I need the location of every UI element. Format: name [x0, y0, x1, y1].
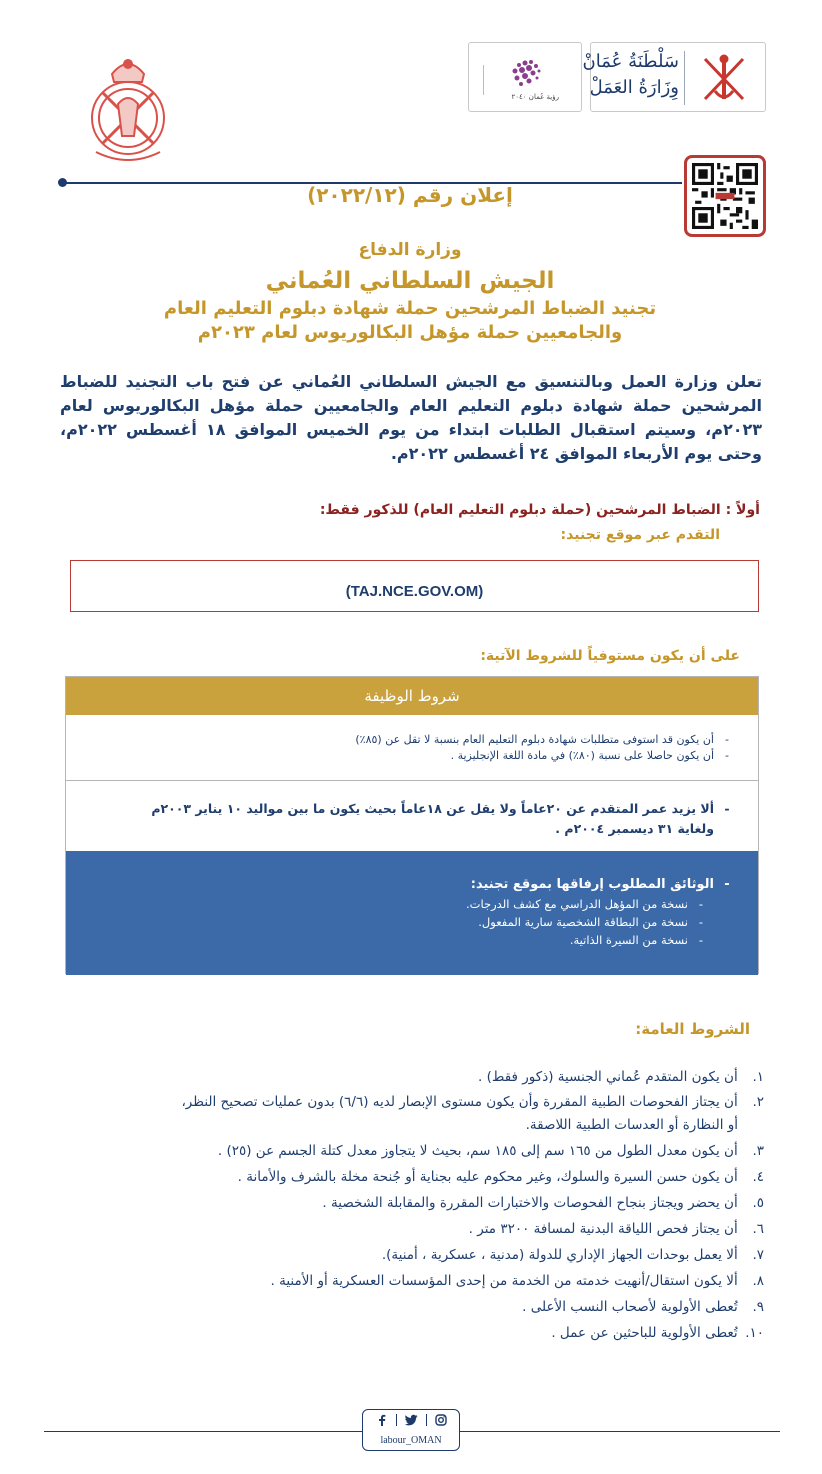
list-item: ٥. أن يحضر ويجتاز بنجاح الفحوصات والاختبارات المقررة والمقابلة الشخصية . [322, 1195, 764, 1211]
intro-paragraph: تعلن وزارة العمل وبالتنسيق مع الجيش السلطاني العُماني عن فتح باب التجنيد للضباط المرشحين حملة شهادة دبلوم التعليم العام والجامعيين حملة مؤهل البكالوريوس لعام ٢٠٢٣م، وسيتم استقبال الطلبات ابتداء من يوم الخميس الموافق ١٨ أغسطس ٢٠٢٢م، وحتى يوم الأربعاء الموافق ٢٤ أغسطس ٢٠٢٢م. [60, 372, 763, 463]
facebook-icon[interactable] [376, 1414, 388, 1426]
conditions-intro: على أن يكون مستوفياً للشروط الآتية: [480, 648, 740, 664]
document-item: -نسخة من السيرة الذاتية. [569, 933, 704, 947]
list-item: ١. أن يكون المتقدم عُماني الجنسية (ذكور فقط) . [478, 1069, 764, 1085]
list-item: ٤. أن يكون حسن السيرة والسلوك، وغير محكوم عليه بجناية أو جُنحة مخلة بالشرف والأمانة . [237, 1169, 764, 1185]
section-first-title: أولاً : الضباط المرشحين (حملة دبلوم التعليم العام) للذكور فقط: [319, 502, 760, 518]
army-name: الجيش السلطاني العُماني [265, 268, 555, 294]
table-row [66, 781, 758, 851]
social-footer [362, 1409, 460, 1451]
footer-line-left [44, 1431, 362, 1432]
oman-emblem-icon [697, 51, 751, 107]
apply-url-link[interactable]: (TAJ.NCE.GOV.OM) [345, 583, 484, 600]
footer-line-right [460, 1431, 780, 1432]
url-box [70, 560, 759, 612]
twitter-icon[interactable] [405, 1414, 418, 1426]
list-item: ٩. تُعطى الأولوية لأصحاب النسب الأعلى . [522, 1299, 764, 1315]
condition-gpa: -أن يكون قد استوفى متطلبات شهادة دبلوم التعليم العام بنسبة لا تقل عن (٨٥٪) [355, 733, 729, 746]
instagram-icon[interactable] [435, 1414, 447, 1426]
list-item-continuation: أو النظارة أو العدسات الطبية اللاصقة. [525, 1117, 738, 1133]
header-divider-dot [58, 178, 67, 187]
ministry-of-defence: وزارة الدفاع [358, 240, 462, 260]
oman-vision-logo-box [468, 42, 582, 112]
list-item: ٦. أن يجتاز فحص اللياقة البدنية لمسافة ٣٢٠٠ متر . [468, 1221, 764, 1237]
logo-divider [684, 51, 685, 105]
svg-text:رؤية عُمان ٢٠٤٠: رؤية عُمان ٢٠٤٠ [511, 93, 559, 101]
subtitle-line2: والجامعيين حملة مؤهل البكالوريوس لعام ٢٠٢٣م [197, 322, 623, 343]
ministry-name-line1: سَلْطَنَةُ عُمَانْ [582, 51, 679, 72]
apply-label: التقدم عبر موقع تجنيد: [560, 527, 720, 543]
job-conditions-table [65, 676, 759, 974]
list-item: ٨. ألا يكون استقال/أنهيت خدمته من الخدمة من إحدى المؤسسات العسكرية أو الأمنية . [270, 1273, 764, 1289]
qr-code[interactable] [684, 155, 766, 237]
army-emblem [72, 52, 184, 170]
subtitle-line1: تجنيد الضباط المرشحين حملة شهادة دبلوم التعليم العام [163, 298, 657, 319]
ministry-name-line2: وِزَارَةُ العَمَلْ [589, 77, 679, 98]
table-row [66, 715, 758, 781]
oman-vision-logo [479, 51, 571, 105]
table-row-documents [66, 851, 758, 975]
qr-code-icon [692, 163, 758, 229]
list-item: ١٠. تُعطى الأولوية للباحثين عن عمل . [551, 1325, 764, 1341]
table-header: شروط الوظيفة [66, 677, 758, 715]
condition-age-cont: ولغاية ٣١ ديسمبر ٢٠٠٤م . [555, 821, 714, 836]
ministry-of-labour-logo [582, 42, 766, 112]
list-item: ٣. أن يكون معدل الطول من ١٦٥ سم إلى ١٨٥ سم، بحيث لا يتجاوز معدل كتلة الجسم عن (٢٥) . [217, 1143, 764, 1159]
general-conditions-title: الشروط العامة: [635, 1020, 750, 1038]
list-item: ٢. أن يجتاز الفحوصات الطبية المقررة وأن يكون مستوى الإبصار لديه (٦/٦) بدون عمليات تصحيح النظر، [181, 1094, 764, 1110]
condition-age: -ألا يزيد عمر المتقدم عن ٢٠عاماً ولا يقل عن ١٨عاماً بحيث يكون ما بين مواليد ١٠ يناير ٢٠٠٣م [151, 801, 730, 816]
documents-title: -الوثائق المطلوب إرفاقها بموقع تجنيد: [470, 877, 730, 892]
document-item: -نسخة من المؤهل الدراسي مع كشف الدرجات. [466, 897, 704, 911]
condition-english: -أن يكون حاصلا على نسبة (٨٠٪) في مادة اللغة الإنجليزية . [450, 749, 729, 762]
list-item: ٧. ألا يعمل بوحدات الجهاز الإداري للدولة (مدنية ، عسكرية ، أمنية). [381, 1247, 764, 1263]
announcement-number: إعلان رقم (٢٠٢٢/١٢) [307, 183, 513, 207]
document-item: -نسخة من البطاقة الشخصية سارية المفعول. [478, 915, 704, 929]
social-handle[interactable]: labour_OMAN [380, 1435, 442, 1446]
